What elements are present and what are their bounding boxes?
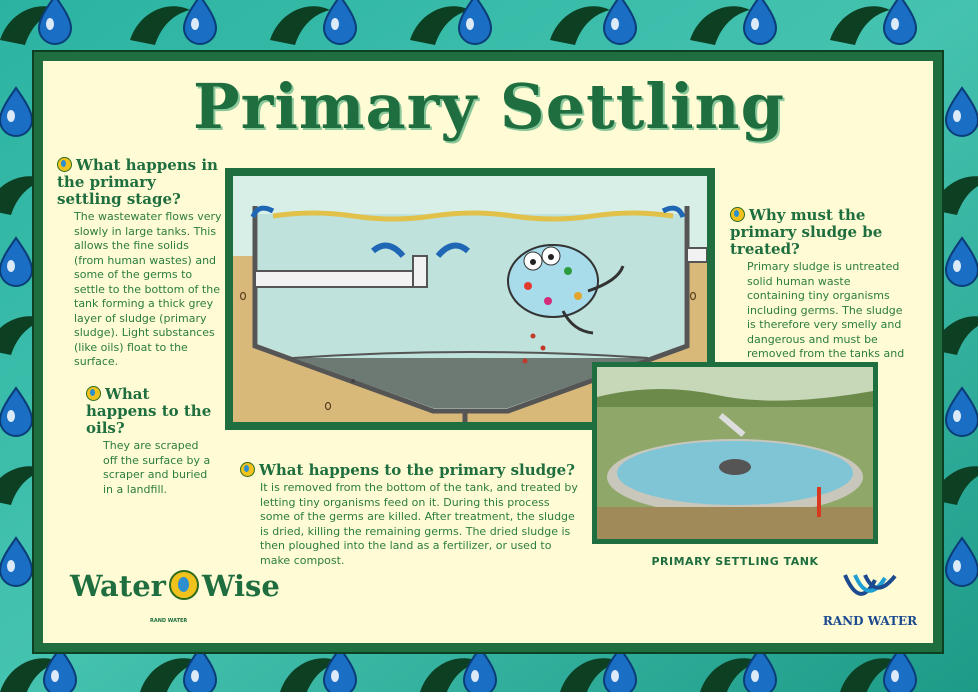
settling-section [57,157,222,370]
waterwise-logo-right: Wise [201,569,280,603]
oils-heading-text: What happens to the oils? [86,385,212,437]
photo-caption: PRIMARY SETTLING TANK [651,555,819,568]
randwater-logo [820,570,920,628]
randwater-label: RAND WATER [822,614,918,628]
oils-body: They are scraped off the surface by a scraper and buried in a landfill. [103,439,211,496]
page-title: Primary Settling [193,70,785,143]
tank-photo-image [597,367,873,539]
treated-section [730,207,910,376]
waterwise-bullet-icon [57,157,72,172]
waterwise-sub-logo: RAND WATER [150,618,188,624]
treated-body: Primary sludge is untreated solid human waste containing tiny organisms including germs. The sludge is therefore very smelly and dangerous and must be removed from the tanks and [747,260,905,360]
sludge-heading-text: What happens to the primary sludge? [259,461,575,479]
sludge-body: It is removed from the bottom of the tank, and treated by letting tiny organisms feed on it. During this process some of the germs are killed. After treatment, the sludge is dried, killing the remaining germs. The dried sludge is then ploughed into the land as a fertilizer, or used to make compost. [260,481,578,567]
settling-body: The wastewater flows very slowly in large tanks. This allows the fine solids (from human wastes) and some of the germs to settle to the bottom of the tank forming a thick grey layer of sludge (primary sludge). Light substances (like oils) float to the surface. [74,210,222,368]
waterwise-bullet-icon [730,207,745,222]
oils-section [86,386,216,497]
oils-heading [86,386,216,437]
waterwise-bullet-icon [86,386,101,401]
waterwise-bullet-icon [240,462,255,477]
waterwise-drop-icon [169,570,199,600]
sludge-section [240,462,580,568]
randwater-wave-icon [840,570,900,610]
waterwise-logo [70,569,280,603]
settling-heading [57,157,222,208]
waterwise-logo-left: Water [70,569,166,603]
sludge-heading [240,462,580,479]
treated-heading [730,207,910,258]
settling-heading-text: What happens in the primary settling stage? [57,156,218,208]
settling-tank-photo [592,362,878,544]
treated-heading-text: Why must the primary sludge be treated? [730,206,883,258]
